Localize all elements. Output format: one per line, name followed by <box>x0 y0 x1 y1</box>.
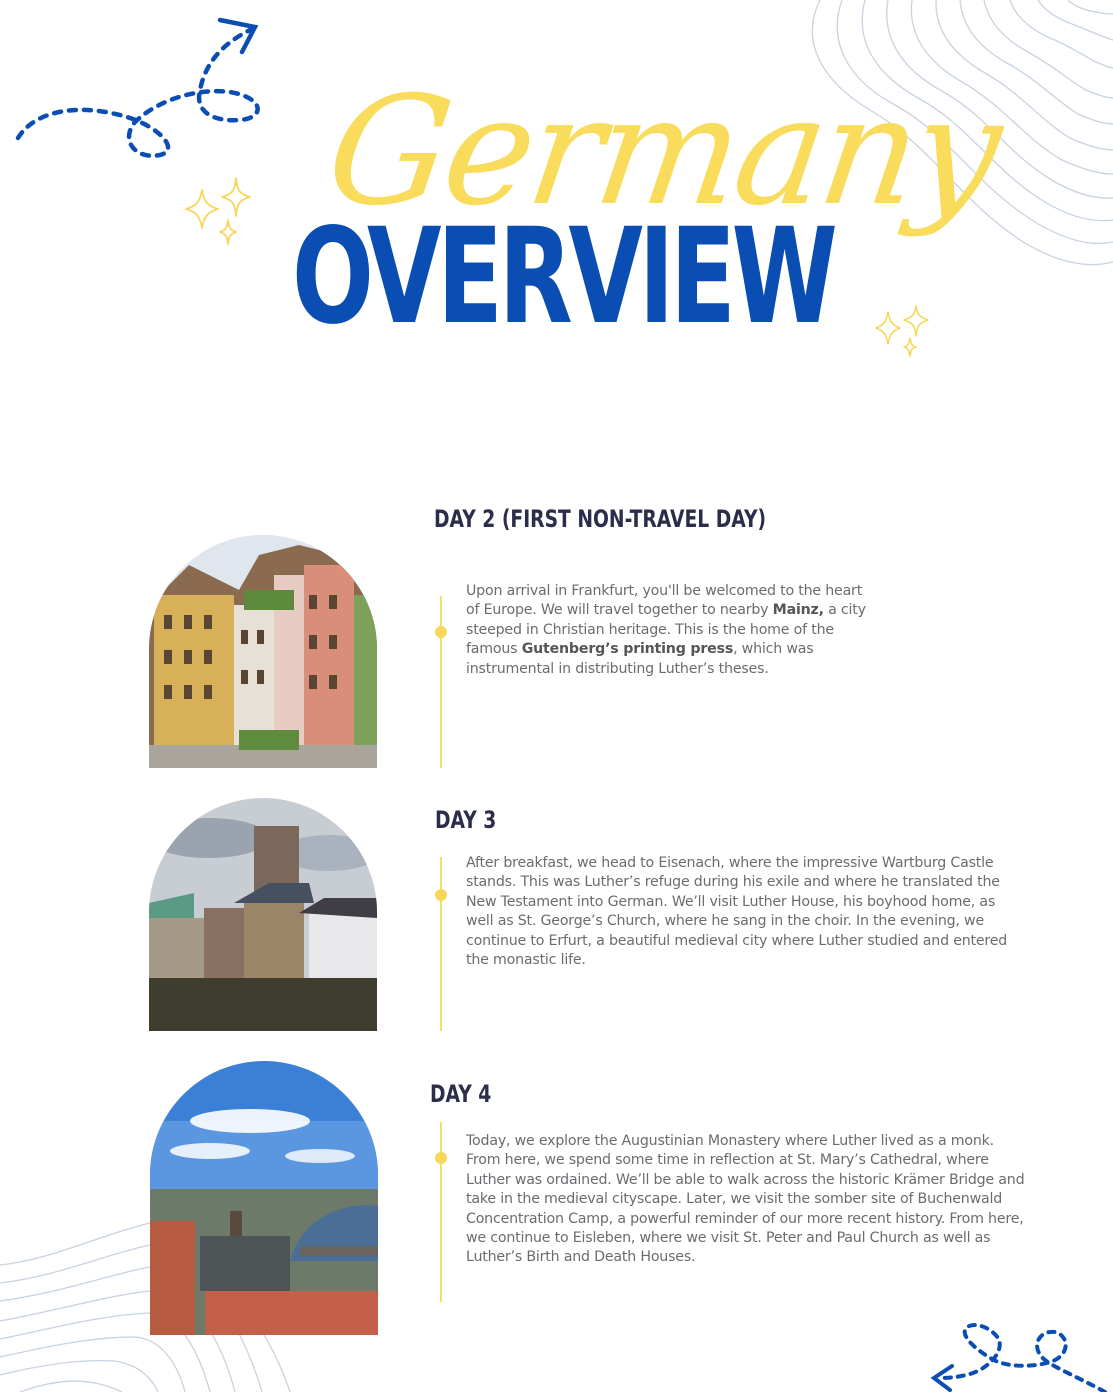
day-3-timeline-line <box>440 857 442 1031</box>
title-script-germany: Germany <box>317 65 1008 239</box>
day-4-photo <box>150 1061 378 1335</box>
day-3-description: After breakfast, we head to Eisenach, where the impressive Wartburg Castle stands. This was Luther’s refuge during his exile and where he translated the New Testament into German. We’ll visit Luther House, his boyhood home, as well as St. George’s Church, where he sang in the choir. In the evening, we continue to Erfurt, a beautiful medieval city where Luther studied and entered the monastic life. <box>466 855 1008 969</box>
day-3-photo <box>149 798 377 1031</box>
dashed-arrow-decoration-top-left <box>10 10 270 170</box>
page-title-overview: OVERVIEW <box>292 200 834 354</box>
day-3-heading: DAY 3 <box>435 806 497 834</box>
day-2-timeline-line <box>440 596 442 768</box>
dashed-arrow-decoration-bottom-right <box>920 1318 1113 1392</box>
highlight-mainz: Mainz, <box>772 602 824 619</box>
day-2-heading: DAY 2 (FIRST NON-TRAVEL DAY) <box>434 505 767 533</box>
day-2-description: Upon arrival in Frankfurt, you'll be welcomed to the heart of Europe. We will travel together to nearby Mainz, a city steeped in Christian heritage. This is the home of the famous Gutenberg’s printing press, which was instrumental in distributing Luther’s theses. <box>466 583 866 677</box>
day-4-description: Today, we explore the Augustinian Monastery where Luther lived as a monk. From here, we spend some time in reflection at St. Mary’s Cathedral, where Luther was ordained. We’ll be able to walk across the historic Krämer Bridge and take in the medieval cityscape. Later, we visit the somber site of Buchenwald Concentration Camp, a powerful reminder of our more recent history. From here, we continue to Eisleben, where we visit St. Peter and Paul Church as well as Luther’s Birth and Death Houses. <box>466 1133 1025 1266</box>
day-4-timeline-line <box>440 1122 442 1302</box>
day-2-photo <box>149 535 377 768</box>
sparkles-icon <box>870 302 934 358</box>
sparkles-icon <box>180 172 260 250</box>
highlight-gutenberg: Gutenberg’s printing press <box>521 641 734 658</box>
day-3-timeline-dot <box>435 889 447 901</box>
day-4-heading: DAY 4 <box>430 1080 492 1108</box>
day-4-timeline-dot <box>435 1152 447 1164</box>
day-2-timeline-dot <box>435 626 447 638</box>
